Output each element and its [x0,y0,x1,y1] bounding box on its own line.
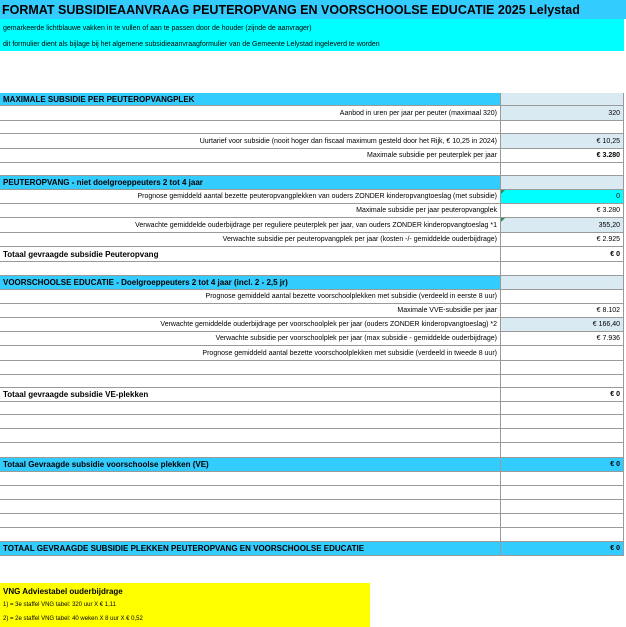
verwacht-ve-label: Verwachte subsidie per voorschoolplek per jaar (max subsidie - gemiddelde ouderbijdrage) [0,332,501,345]
instruction-line-1: gemarkeerde lichtblauwe vakken in te vullen of aan te passen door de houder (zijnde de aanvrager) [0,19,624,37]
row-ouderbijdrage-peuter [0,218,624,233]
page-title: FORMAT SUBSIDIEAANVRAAG PEUTEROPVANG EN VOORSCHOOLSE EDUCATIE 2025 Lelystad [0,0,626,19]
section-header-peuteropvang [0,176,624,190]
row-max-vve [0,304,624,318]
vng-adviestabel-box [0,583,370,627]
empty-row [0,528,624,542]
aanbod-input[interactable]: 320 [501,106,624,120]
vng-title: VNG Adviestabel ouderbijdrage [3,587,123,596]
max-peuter-value: € 3.280 [501,204,624,217]
totaal-peuter-value: € 0 [501,247,624,261]
uurtarief-label: Uurtarief voor subsidie (nooit hoger dan fiscaal maximum gesteld door het Rijk, € 10,25 in 2024) [0,134,501,148]
empty-row [0,500,624,514]
verwacht-peuter-label: Verwachte subsidie per peuteropvangplek per jaar (kosten -/- gemiddelde ouderbijdrage) [0,233,501,246]
totaal-ve-plekken-label: Totaal gevraagde subsidie VE-plekken [0,388,501,401]
verwacht-ve-value: € 7.936 [501,332,624,345]
row-ouderbijdrage-ve [0,318,624,332]
prognose-peuter-label: Prognose gemiddeld aantal bezette peuteropvangplekken van ouders ZONDER kinderopvangtoeslag (met subsidie) [0,190,501,203]
empty-row [0,121,624,134]
row-prognose-ve-2 [0,346,624,361]
row-verwacht-ve [0,332,624,346]
section-header-max-subsidie [0,93,624,106]
totaal-all-label: TOTAAL GEVRAAGDE SUBSIDIE PLEKKEN PEUTEROPVANG EN VOORSCHOOLSE EDUCATIE [0,542,501,555]
section-title: MAXIMALE SUBSIDIE PER PEUTEROPVANGPLEK [0,93,501,105]
instruction-line-2: dit formulier dient als bijlage bij het algemene subsidieaanvraagformulier van de Gemeente Lelystad ingeleverd te worden [0,37,624,51]
prognose-ve-2-input[interactable] [501,346,624,360]
ouderbijdrage-ve-input[interactable]: € 166,40 [501,318,624,331]
row-totaal-all [0,542,624,556]
empty-row [0,262,624,276]
empty-row [0,429,624,443]
row-uurtarief [0,134,624,149]
max-peuter-label: Maximale subsidie per jaar peuteropvangplek [0,204,501,217]
prognose-ve-1-label: Prognose gemiddeld aantal bezette voorschoolplekken met subsidie (verdeeld in eerste 8 uur) [0,290,501,303]
prognose-ve-1-input[interactable] [501,290,624,303]
vng-line-1: 1) = 3e staffel VNG tabel: 320 uur X € 1,11 [3,602,117,608]
totaal-ve-plekken-value: € 0 [501,388,624,401]
row-prognose-peuter [0,190,624,204]
empty-row [0,443,624,458]
ouderbijdrage-ve-label: Verwachte gemiddelde ouderbijdrage per voorschoolplek per jaar (ouders ZONDER kinderopvangtoeslag) *2 [0,318,501,331]
empty-row [0,486,624,500]
empty-row [0,514,624,528]
row-aanbod [0,106,624,121]
row-verwacht-peuter [0,233,624,247]
empty-row [0,415,624,429]
section-title: VOORSCHOOLSE EDUCATIE - Doelgroeppeuters 2 tot 4 jaar (incl. 2 - 2,5 jr) [0,276,501,289]
vng-line-2: 2) = 2e staffel VNG tabel: 40 weken X 8 uur X € 0,52 [3,616,143,622]
empty-row [0,472,624,486]
max-subsidie-label: Maximale subsidie per peuterplek per jaar [0,149,501,162]
max-vve-value: € 8.102 [501,304,624,317]
row-totaal-ve [0,458,624,472]
prognose-ve-2-label: Prognose gemiddeld aantal bezette voorschoolplekken met subsidie (verdeeld in tweede 8 uur) [0,346,501,360]
row-totaal-peuter [0,247,624,262]
empty-row [0,361,624,375]
totaal-ve-value: € 0 [501,458,624,471]
row-max-peuter [0,204,624,218]
aanbod-label: Aanbod in uren per jaar per peuter (maximaal 320) [0,106,501,120]
empty-row [0,402,624,415]
max-vve-label: Maximale VVE-subsidie per jaar [0,304,501,317]
verwacht-peuter-value: € 2.925 [501,233,624,246]
ouderbijdrage-peuter-input[interactable]: 355,20 [501,218,624,232]
totaal-ve-label: Totaal Gevraagde subsidie voorschoolse plekken (VE) [0,458,501,471]
prognose-peuter-input[interactable]: 0 [501,190,624,203]
empty-row [0,375,624,388]
section-header-voorschoolse [0,276,624,290]
comment-marker [501,218,505,222]
section-title: PEUTEROPVANG - niet doelgroeppeuters 2 tot 4 jaar [0,176,501,189]
empty-row [0,163,624,176]
totaal-peuter-label: Totaal gevraagde subsidie Peuteropvang [0,247,501,261]
row-totaal-ve-plekken [0,388,624,402]
ouderbijdrage-peuter-label: Verwachte gemiddelde ouderbijdrage per reguliere peuterplek per jaar, van ouders ZONDER kinderopvangtoeslag *1 [0,218,501,232]
row-max-subsidie [0,149,624,163]
max-subsidie-value: € 3.280 [501,149,624,162]
comment-marker [501,190,505,194]
totaal-all-value: € 0 [501,542,624,555]
row-prognose-ve-1 [0,290,624,304]
uurtarief-input[interactable]: € 10,25 [501,134,624,148]
